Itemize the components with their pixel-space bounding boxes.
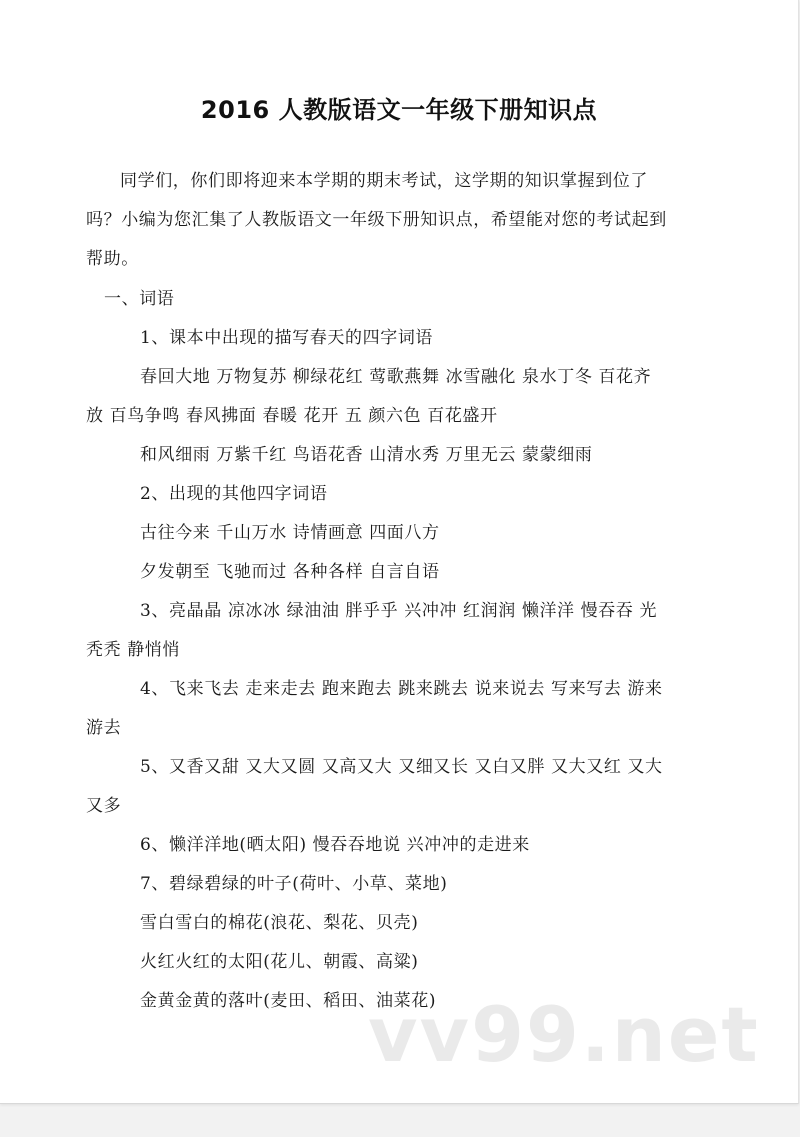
document-title: 2016 人教版语文一年级下册知识点	[200, 96, 598, 124]
item-5-line-2: 又多	[86, 796, 122, 816]
item-7-heading: 7、碧绿碧绿的叶子(荷叶、小草、菜地)	[140, 874, 448, 894]
item-2-line-2: 夕发朝至 飞驰而过 各种各样 自言自语	[140, 562, 440, 582]
item-3-line-1: 3、亮晶晶 凉冰冰 绿油油 胖乎乎 兴冲冲 红润润 懒洋洋 慢吞吞 光	[140, 601, 658, 621]
item-7-line-1: 雪白雪白的棉花(浪花、梨花、贝壳)	[140, 913, 419, 933]
item-6-line: 6、懒洋洋地(晒太阳) 慢吞吞地说 兴冲冲的走进来	[140, 835, 530, 855]
intro-line-3: 帮助。	[86, 249, 139, 269]
watermark: vv99.net	[368, 990, 760, 1079]
item-5-line-1: 5、又香又甜 又大又圆 又高又大 又细又长 又白又胖 又大又红 又大	[140, 757, 663, 777]
item-4-line-2: 游去	[86, 718, 122, 738]
item-3-line-2: 秃秃 静悄悄	[86, 640, 181, 660]
item-7-line-3: 金黄金黄的落叶(麦田、稻田、油菜花)	[140, 991, 437, 1011]
item-7-line-2: 火红火红的太阳(花儿、朝霞、高粱)	[140, 952, 419, 972]
item-4-line-1: 4、飞来飞去 走来走去 跑来跑去 跳来跳去 说来说去 写来写去 游来	[140, 679, 663, 699]
item-2-heading: 2、出现的其他四字词语	[140, 484, 328, 504]
item-1-line-1: 春回大地 万物复苏 柳绿花红 莺歌燕舞 冰雪融化 泉水丁冬 百花齐	[140, 367, 652, 387]
item-2-line-1: 古往今来 千山万水 诗情画意 四面八方	[140, 523, 440, 543]
item-1-heading: 1、课本中出现的描写春天的四字词语	[140, 328, 434, 348]
section-heading: 一、词语	[104, 289, 175, 309]
item-1-line-2: 放 百鸟争鸣 春风拂面 春暖 花开 五 颜六色 百花盛开	[86, 406, 498, 426]
intro-line-2: 吗？小编为您汇集了人教版语文一年级下册知识点，希望能对您的考试起到	[86, 210, 667, 230]
intro-line-1: 同学们，你们即将迎来本学期的期末考试，这学期的知识掌握到位了	[120, 171, 648, 191]
item-1-line-3: 和风细雨 万紫千红 鸟语花香 山清水秀 万里无云 蒙蒙细雨	[140, 445, 593, 465]
